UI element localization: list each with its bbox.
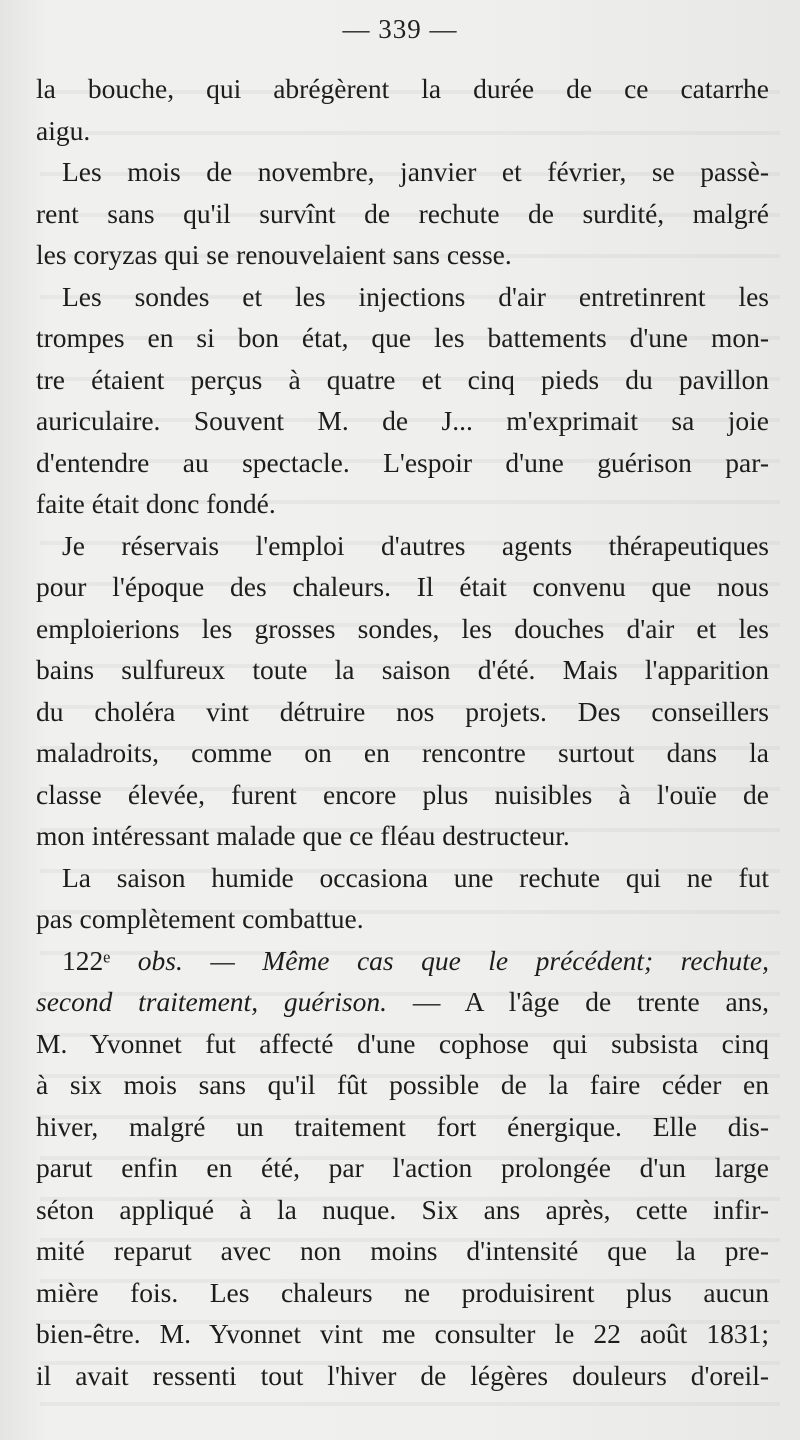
text-line: trompes en si bon état, que les battements d'une mon- bbox=[36, 322, 769, 353]
text-line: mon intéressant malade que ce fléau destructeur. bbox=[36, 820, 570, 851]
text-line: 122ᵉ obs. — Même cas que le précédent; rechute, bbox=[62, 944, 769, 976]
text-line: emploierions les grosses sondes, les douches d'air et les bbox=[36, 612, 769, 644]
text-line: bains sulfureux toute la saison d'été. Mais l'apparition bbox=[36, 654, 769, 685]
text-line: mière fois. Les chaleurs ne produisirent plus aucun bbox=[36, 1276, 769, 1308]
text-line: mité reparut avec non moins d'intensité que la pre- bbox=[36, 1235, 769, 1266]
text-line: bien-être. M. Yvonnet vint me consulter le 22 août 1831; bbox=[36, 1318, 769, 1349]
text-line: faite était donc fondé. bbox=[36, 488, 276, 519]
page-number: — 339 — bbox=[342, 14, 458, 44]
text-line: du choléra vint détruire nos projets. Des conseillers bbox=[36, 695, 769, 727]
text-line: à six mois sans qu'il fût possible de la faire céder en bbox=[36, 1069, 769, 1100]
text-line: pas complètement combattue. bbox=[36, 903, 364, 934]
text-line: d'entendre au spectacle. L'espoir d'une guérison par- bbox=[36, 446, 769, 478]
text-line: Les sondes et les injections d'air entretinrent les bbox=[62, 280, 769, 312]
text-line: M. Yvonnet fut affecté d'une cophose qui subsista cinq bbox=[36, 1027, 769, 1059]
text-line: parut enfin en été, par l'action prolongée d'un large bbox=[36, 1152, 769, 1183]
text-line: hiver, malgré un traitement fort énergique. Elle dis- bbox=[36, 1110, 769, 1142]
text-line: maladroits, comme on en rencontre surtout dans la bbox=[36, 737, 769, 768]
text-line: second traitement, guérison. — A l'âge de trente ans, bbox=[36, 986, 769, 1017]
text-line: pour l'époque des chaleurs. Il était convenu que nous bbox=[36, 571, 769, 602]
text-line: classe élevée, furent encore plus nuisibles à l'ouïe de bbox=[36, 778, 769, 810]
text-line: aigu. bbox=[36, 114, 91, 146]
text-line: Les mois de novembre, janvier et février, se passè- bbox=[62, 156, 769, 187]
text-line: rent sans qu'il survînt de rechute de surdité, malgré bbox=[36, 197, 769, 229]
text-line: Je réservais l'emploi d'autres agents thérapeutiques bbox=[62, 529, 769, 561]
text-line: tre étaient perçus à quatre et cinq pieds du pavillon bbox=[36, 363, 769, 395]
text-line: il avait ressenti tout l'hiver de légères douleurs d'oreil- bbox=[36, 1359, 769, 1391]
text-line: la bouche, qui abrégèrent la durée de ce catarrhe bbox=[36, 73, 769, 104]
text-line: auriculaire. Souvent M. de J... m'exprimait sa joie bbox=[36, 405, 769, 436]
text-line: les coryzas qui se renouvelaient sans cesse. bbox=[36, 239, 512, 270]
text-line: séton appliqué à la nuque. Six ans après, cette infir- bbox=[36, 1193, 769, 1225]
text-line: La saison humide occasiona une rechute qui ne fut bbox=[62, 861, 769, 893]
body-text bbox=[36, 68, 769, 1396]
